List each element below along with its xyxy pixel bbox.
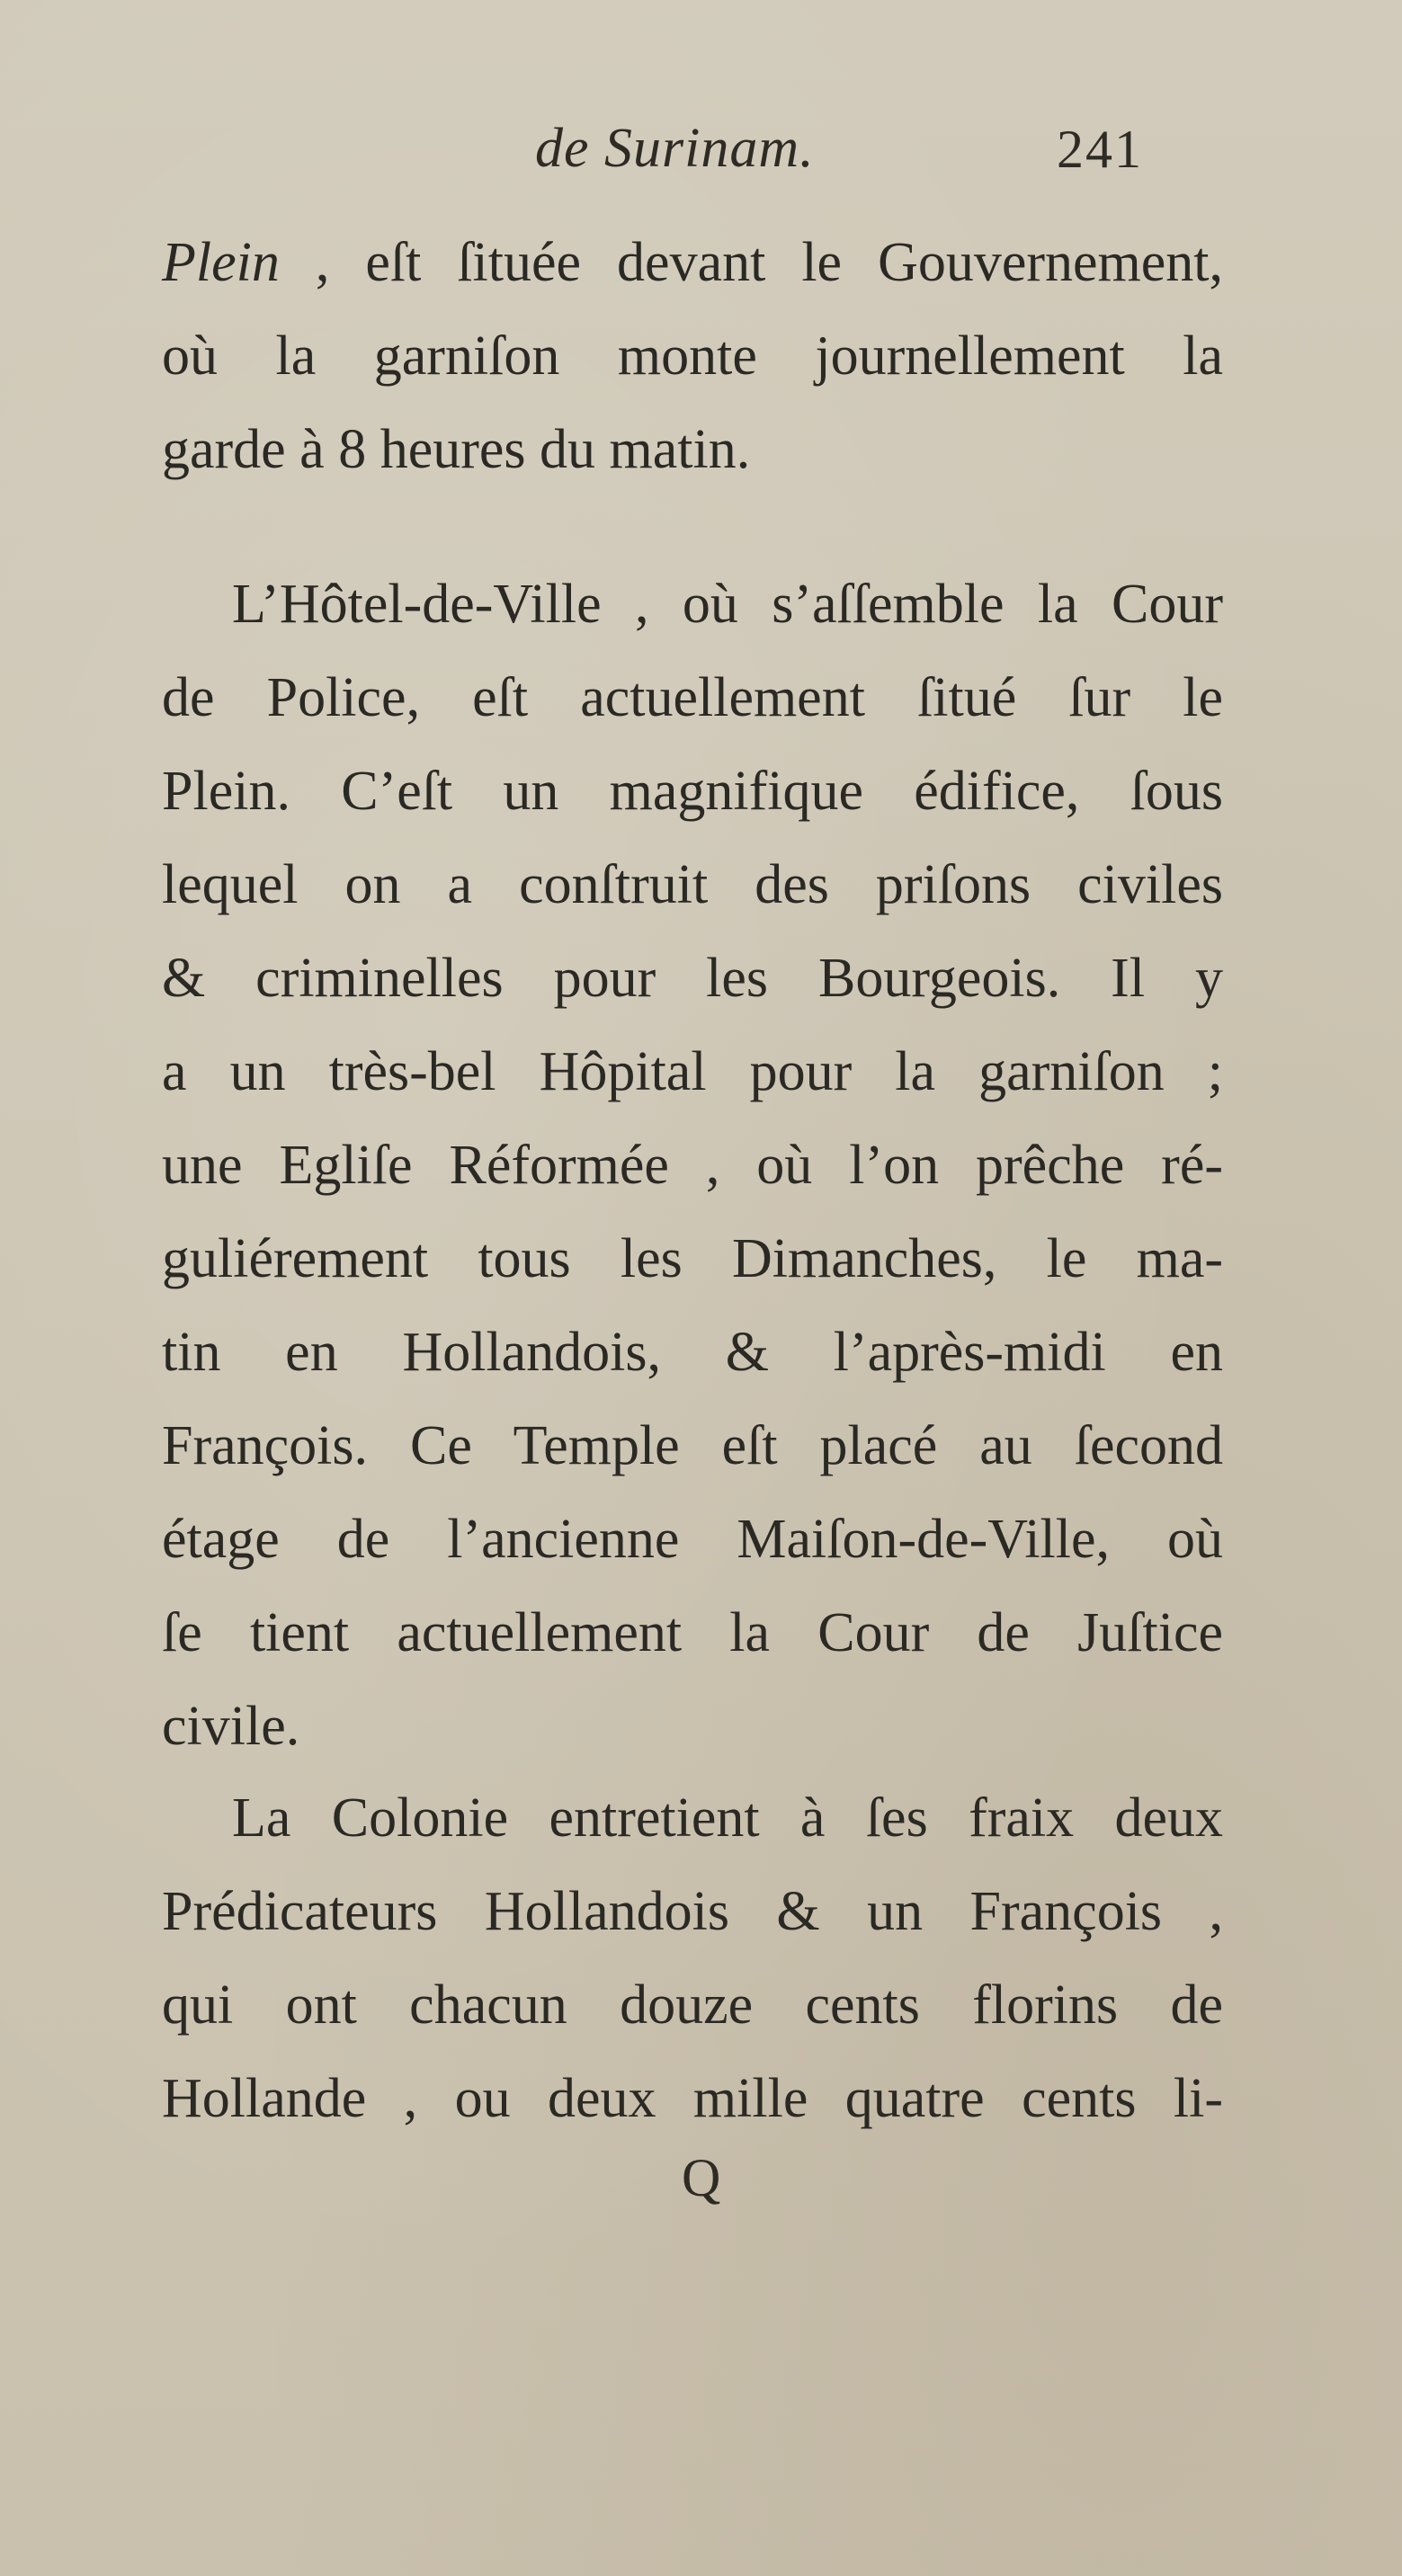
paragraph-2 bbox=[162, 557, 1223, 1773]
page-header bbox=[0, 117, 1402, 189]
text-line: lequel on a conſtruit des priſons civiles bbox=[162, 854, 1223, 915]
text-line: François. Ce Temple eſt placé au ſecond bbox=[162, 1415, 1223, 1476]
text-line: Plein , eſt ſituée devant le Gouvernement, bbox=[162, 232, 1223, 293]
text-line: ſe tient actuellement la Cour de Juſtice bbox=[162, 1602, 1223, 1663]
page-number: 241 bbox=[1057, 120, 1143, 179]
text-line: de Police, eſt actuellement ſitué ſur le bbox=[162, 667, 1223, 728]
text-line: où la garniſon monte journellement la bbox=[162, 325, 1223, 387]
text-line: Hollande , ou deux mille quatre cents li- bbox=[162, 2068, 1223, 2129]
paragraph-3 bbox=[162, 1771, 1223, 2145]
text-line: & criminelles pour les Bourgeois. Il y bbox=[162, 948, 1223, 1009]
paragraph-1 bbox=[162, 216, 1223, 496]
text-line: Plein. C’eſt un magnifique édifice, ſous bbox=[162, 761, 1223, 822]
running-title: de Surinam. bbox=[535, 118, 815, 179]
text-line: tin en Hollandois, & l’après-midi en bbox=[162, 1322, 1223, 1383]
text-line: qui ont chacun douze cents florins de bbox=[162, 1974, 1223, 2036]
catchword: Q bbox=[682, 2148, 721, 2207]
text-line: guliérement tous les Dimanches, le ma- bbox=[162, 1228, 1223, 1289]
text-line: une Egliſe Réformée , où l’on prêche ré- bbox=[162, 1135, 1223, 1196]
text-line: La Colonie entretient à ſes fraix deux bbox=[232, 1787, 1223, 1849]
text-line: garde à 8 heures du matin. bbox=[162, 419, 751, 480]
italic-lead-word: Plein bbox=[162, 232, 280, 293]
text-line: étage de l’ancienne Maiſon-de-Ville, où bbox=[162, 1509, 1223, 1570]
text-line: a un très-bel Hôpital pour la garniſon ; bbox=[162, 1041, 1223, 1102]
text-line: L’Hôtel-de-Ville , où s’aſſemble la Cour bbox=[232, 574, 1223, 635]
text-line: civile. bbox=[162, 1696, 300, 1757]
text-line: Prédicateurs Hollandois & un François , bbox=[162, 1881, 1223, 1942]
